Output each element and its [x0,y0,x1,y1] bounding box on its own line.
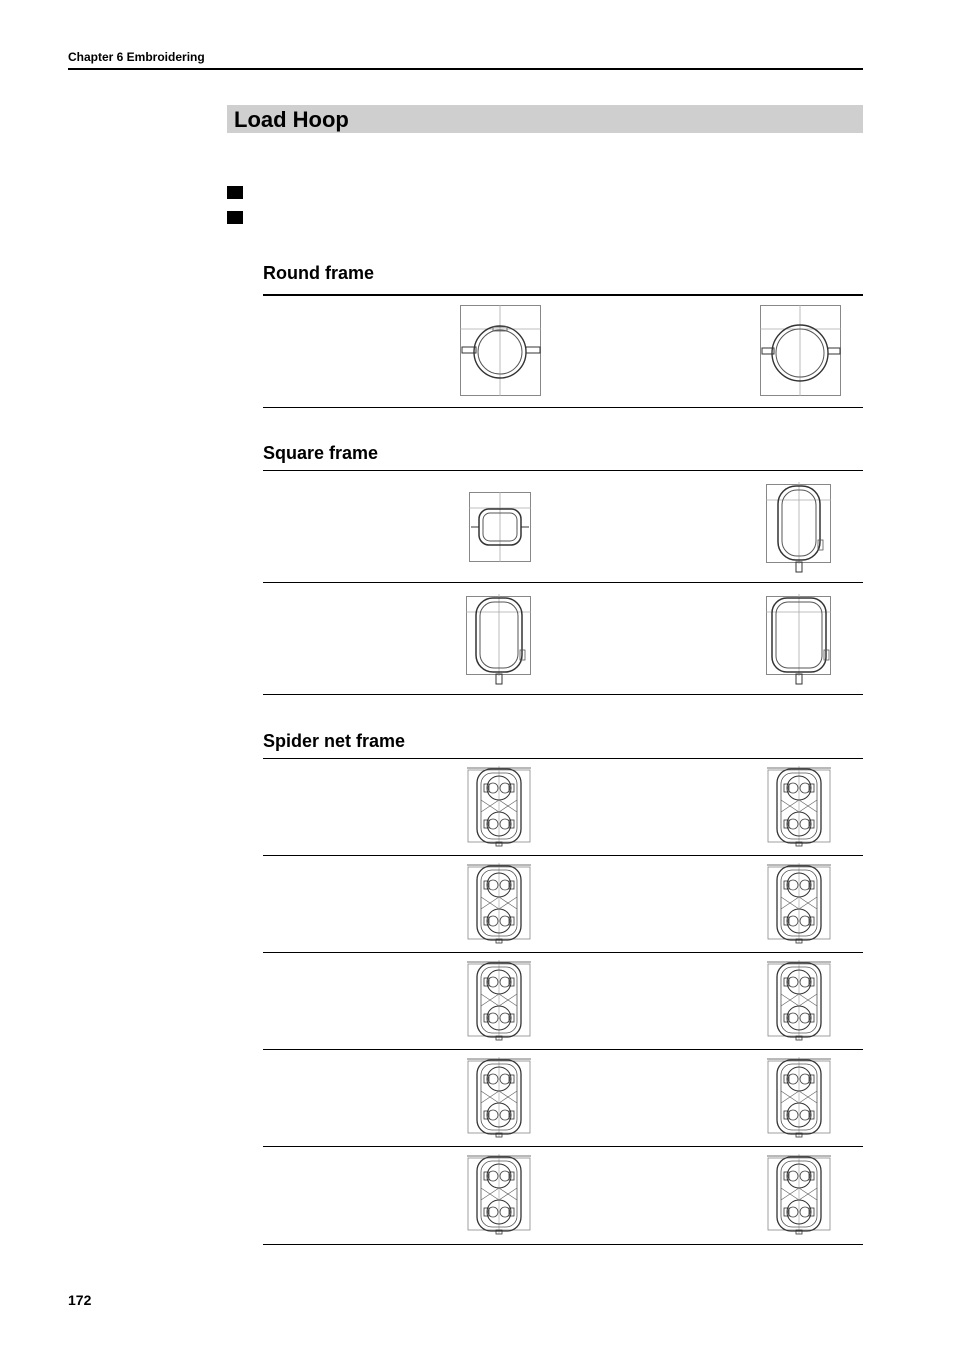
round-frame-hoop-icon-2 [760,305,842,397]
spider-row-rule-4 [263,1146,863,1147]
spider-net-hoop-icon-1b [767,766,831,848]
spider-net-frame-rule [263,758,863,759]
page-number: 172 [68,1292,92,1308]
spider-row-rule-1 [263,855,863,856]
bullet-square-2 [227,211,243,224]
bullet-square-1 [227,186,243,199]
spider-net-hoop-icon-5b [767,1154,831,1236]
square-frame-hoop-large-icon [764,594,834,686]
header-rule [68,68,863,70]
round-frame-hoop-icon [460,305,542,397]
spider-net-frame-title: Spider net frame [263,731,406,751]
square-frame-hoop-tall-icon [764,482,834,574]
spider-net-hoop-icon-4b [767,1057,831,1139]
round-frame-bottom-rule [263,407,863,408]
round-frame-title: Round frame [263,263,375,283]
spider-net-hoop-icon-3a [467,960,531,1042]
square-frame-rule [263,470,863,471]
spider-row-rule-2 [263,952,863,953]
spider-net-hoop-icon-1a [467,766,531,848]
spider-net-hoop-icon-4a [467,1057,531,1139]
square-frame-bottom-rule [263,694,863,695]
spider-net-hoop-icon-2a [467,863,531,945]
square-frame-hoop-small-icon [469,492,533,564]
square-frame-title: Square frame [263,443,379,463]
spider-net-hoop-icon-5a [467,1154,531,1236]
square-frame-hoop-medium-icon [464,594,534,686]
spider-row-rule-3 [263,1049,863,1050]
spider-net-hoop-icon-3b [767,960,831,1042]
round-frame-rule [263,294,863,296]
spider-net-hoop-icon-2b [767,863,831,945]
square-frame-row-rule [263,582,863,583]
chapter-header: Chapter 6 Embroidering [68,50,205,64]
spider-net-frame-bottom-rule [263,1244,863,1245]
page-title: Load Hoop [227,105,863,133]
